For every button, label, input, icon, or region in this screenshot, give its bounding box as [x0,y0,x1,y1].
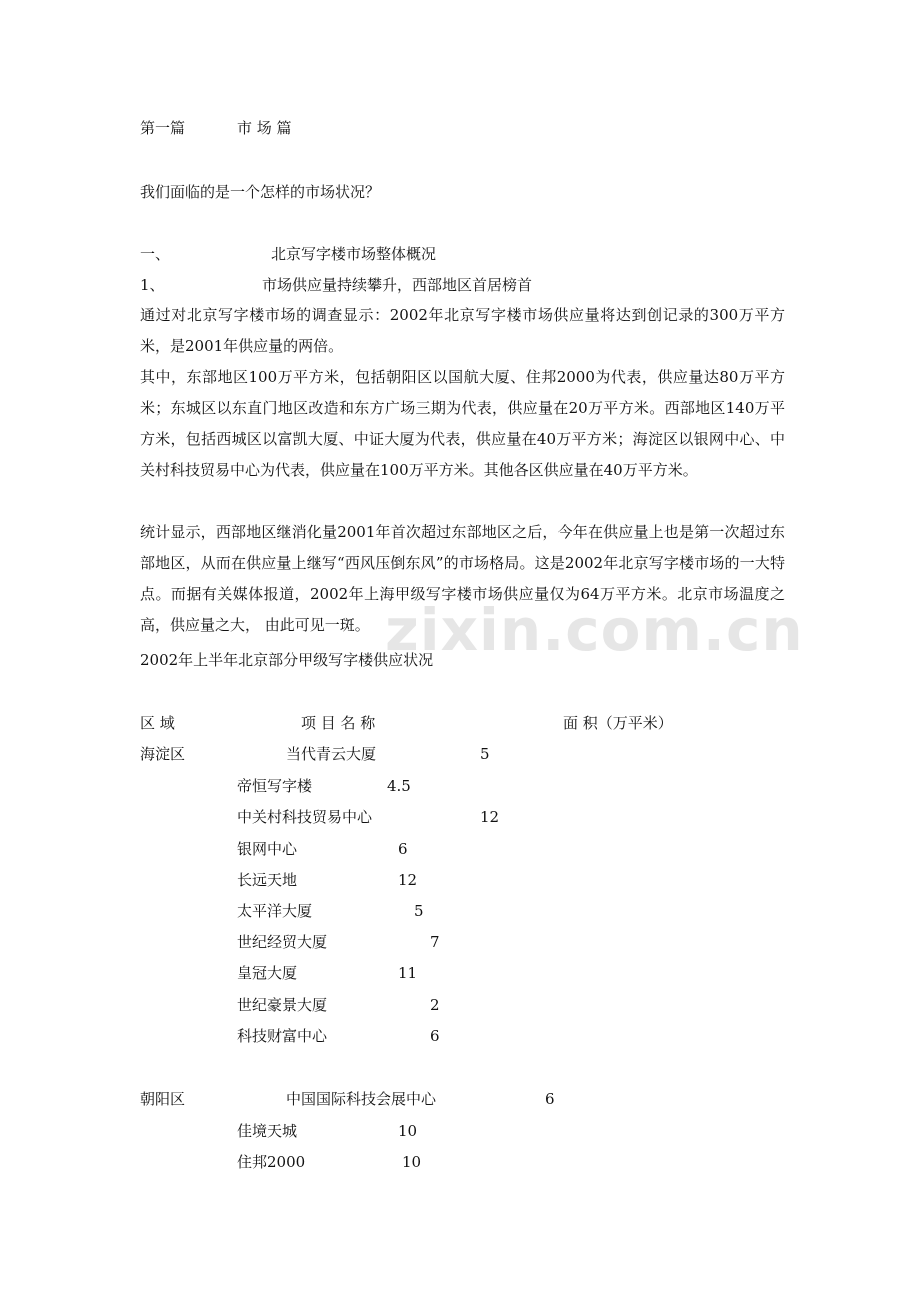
table-row [0,1089,920,1109]
row-district: 海淀区 [140,745,186,763]
intro-question: 我们面临的是一个怎样的市场状况？ [140,183,381,201]
subsection-title: 市场供应量持续攀升，西部地区首居榜首 [262,276,533,294]
part-title: 市 场 篇 [237,119,292,137]
row-name: 中国国际科技会展中心 [286,1090,437,1108]
row-district: 朝阳区 [140,1090,186,1108]
watermark: zixin.com.cn [385,596,804,664]
table-row [0,744,920,764]
table-row [0,839,920,859]
table-row [0,807,920,827]
table-row [0,870,920,890]
row-area: 11 [398,964,418,982]
part-label: 第一篇 [140,119,186,137]
table-caption: 2002年上半年北京部分甲级写字楼供应状况 [140,651,434,669]
row-area: 10 [398,1122,418,1140]
paragraph-3: 统计显示，西部地区继消化量2001年首次超过东部地区之后，今年在供应量上也是第一次超过东部地区，从而在供应量上继写“西风压倒东风”的市场格局。这是2002年北京写字楼市场的一大特点。而据有关媒体报道，2002年上海甲级写字楼市场供应量仅为64万平方米。北京市场温度之高，供应量之大， 由此可见一斑。 [140,523,785,634]
header-area: 面 积（万平米） [563,714,673,732]
table-row [0,932,920,952]
table-row [0,963,920,983]
row-area: 5 [480,745,490,763]
row-area: 6 [545,1090,555,1108]
row-name: 当代青云大厦 [286,745,377,763]
row-name: 长远天地 [237,871,298,889]
header-district: 区 域 [140,714,175,732]
subsection-number: 1、 [140,276,165,294]
row-area: 6 [398,840,408,858]
row-area: 10 [402,1153,422,1171]
row-name: 银网中心 [237,840,298,858]
row-area: 6 [430,1027,440,1045]
row-name: 世纪经贸大厦 [237,933,328,951]
row-name: 世纪豪景大厦 [237,996,328,1014]
table-row [0,995,920,1015]
section-title: 北京写字楼市场整体概况 [271,245,437,263]
row-name: 科技财富中心 [237,1027,328,1045]
row-area: 7 [430,933,440,951]
section-number: 一、 [140,245,171,263]
row-area: 12 [398,871,418,889]
table-row [0,1121,920,1141]
table-row [0,1026,920,1046]
row-area: 2 [430,996,440,1014]
row-area: 5 [414,902,424,920]
row-name: 佳境天城 [237,1122,298,1140]
paragraph-2: 其中，东部地区100万平方米，包括朝阳区以国航大厦、住邦2000为代表，供应量达80万平方米；东城区以东直门地区改造和东方广场三期为代表，供应量在20万平方米。西部地区140万平方米，包括西城区以富凯大厦、中证大厦为代表，供应量在40万平方米；海淀区以银网中心、中关村科技贸易中心为代表，供应量在100万平方米。其他各区供应量在40万平方米。 [140,368,785,479]
paragraph-1: 通过对北京写字楼市场的调查显示：2002年北京写字楼市场供应量将达到创记录的300万平方米，是2001年供应量的两倍。 [140,306,785,355]
table-row [0,901,920,921]
row-name: 皇冠大厦 [237,964,298,982]
row-name: 中关村科技贸易中心 [237,808,373,826]
table-row [0,776,920,796]
table-header-row [0,713,920,733]
row-name: 太平洋大厦 [237,902,313,920]
row-name: 帝恒写字楼 [237,777,313,795]
row-name: 住邦2000 [237,1153,306,1171]
table-row [0,1152,920,1172]
header-project: 项 目 名 称 [301,714,376,732]
row-area: 4.5 [387,777,411,795]
row-area: 12 [480,808,500,826]
